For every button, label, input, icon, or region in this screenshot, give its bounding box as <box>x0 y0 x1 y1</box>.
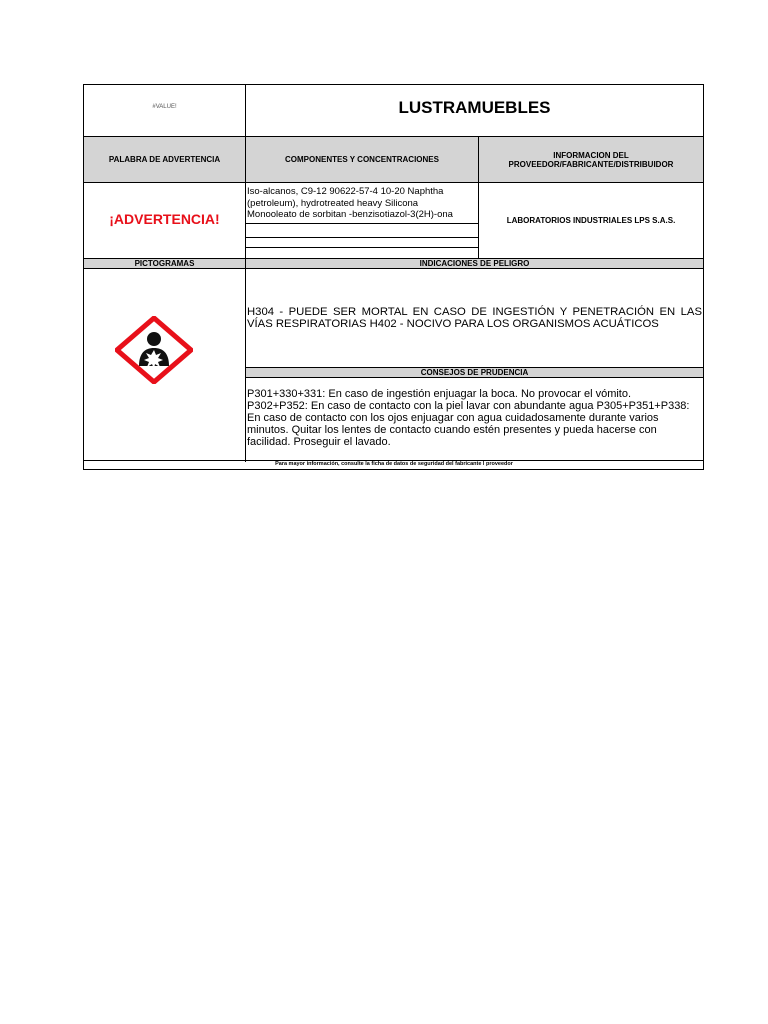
row-divider <box>84 182 704 183</box>
precautionary-line: En caso de contacto con los ojos enjuagar con agua cuidadosamente durante varios <box>247 412 659 424</box>
components-row-divider <box>246 223 478 224</box>
supplier-header <box>479 137 703 182</box>
hazard-statements-header: INDICACIONES DE PELIGRO <box>246 259 703 268</box>
supplier-header-line2: PROVEEDOR/FABRICANTE/DISTRIBUIDOR <box>508 159 674 169</box>
product-title: LUSTRAMUEBLES <box>398 98 551 117</box>
row-divider <box>84 268 704 269</box>
components-text <box>247 186 478 221</box>
row-divider <box>246 377 704 378</box>
components-line: Iso-alcanos, C9-12 90622-57-4 10-20 Naphtha <box>247 186 444 197</box>
precautionary-line: P301+330+331: En caso de ingestión enjuagar la boca. No provocar el vómito. <box>247 388 632 400</box>
components-row-divider <box>246 237 478 238</box>
column-divider-right <box>478 137 479 258</box>
precautionary-text <box>247 388 705 448</box>
footer-note: Para mayor información, consulte la ficha de datos de seguridad del fabricante l proveedor <box>275 461 513 467</box>
hazard-statements-text: H304 - PUEDE SER MORTAL EN CASO DE INGESTIÓN Y PENETRACIÓN EN LAS VÍAS RESPIRATORIAS H402 - NOCIVO PARA LOS ORGANISMOS ACUÁTICOS <box>247 306 702 330</box>
signal-word: ¡ADVERTENCIA! <box>109 211 220 227</box>
precautionary-header: CONSEJOS DE PRUDENCIA <box>246 368 703 377</box>
pictograms-header: PICTOGRAMAS <box>84 259 245 268</box>
supplier-name: LABORATORIOS INDUSTRIALES LPS S.A.S. <box>506 216 676 225</box>
precautionary-line: minutos. Quitar los lentes de contacto cuando estén presentes y pueda hacerse con <box>247 424 657 436</box>
supplier-header-line1: INFORMACION DEL <box>553 150 629 160</box>
components-header: COMPONENTES Y CONCENTRACIONES <box>246 137 478 182</box>
precautionary-line: facilidad. Proseguir el lavado. <box>247 436 391 448</box>
components-line: Monooleato de sorbitan -benzisotiazol-3(2H)-ona <box>247 209 453 220</box>
signal-word-header: PALABRA DE ADVERTENCIA <box>84 137 245 182</box>
error-marker: #VALUE! <box>152 104 177 110</box>
components-line: (petroleum), hydrotreated heavy Silicona <box>247 197 419 209</box>
precautionary-line: P302+P352: En caso de contacto con la piel lavar con abundante agua P305+P351+P338: <box>247 400 690 412</box>
health-hazard-ghs08-icon <box>115 316 193 384</box>
components-row-divider <box>246 247 478 248</box>
